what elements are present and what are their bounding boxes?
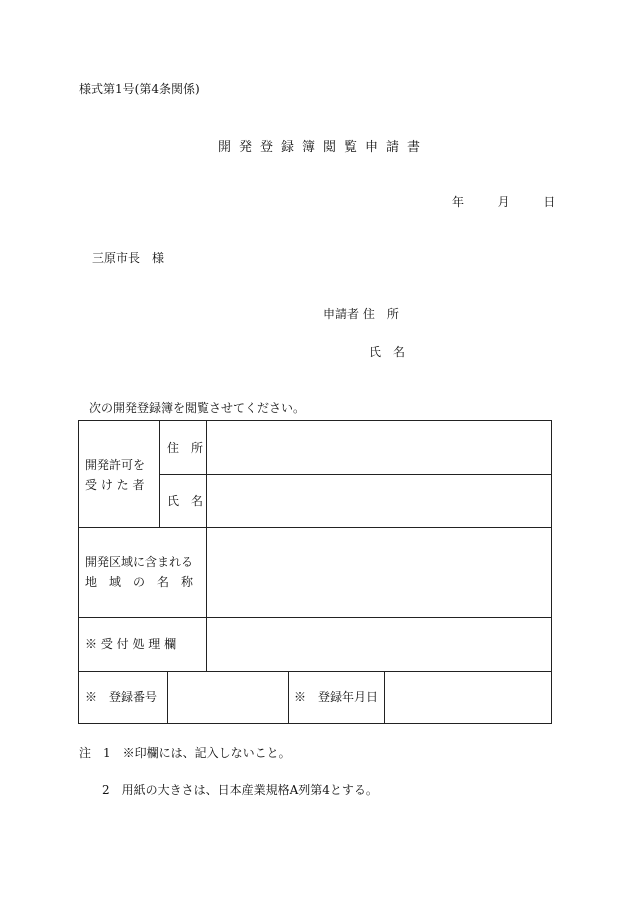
page-title: 開発登録簿閲覧申請書 xyxy=(217,140,428,155)
registration-number-label: ※ 登録番号 xyxy=(85,690,158,704)
development-area-label xyxy=(85,552,193,592)
holder-address-label: 住 所 xyxy=(167,441,204,455)
development-area-label-line2: 地 域 の 名 称 xyxy=(85,575,194,589)
holder-address-field[interactable] xyxy=(207,421,552,474)
applicant-address-label: 申請者 住 所 xyxy=(323,307,399,321)
date-month-label: 月 xyxy=(497,195,510,209)
registration-date-label: ※ 登録年月日 xyxy=(294,690,379,704)
permit-holder-label-line1: 開発許可を xyxy=(85,458,146,472)
date-year-label: 年 xyxy=(452,195,465,209)
col-divider-reg-date-label xyxy=(288,671,289,724)
holder-name-field[interactable] xyxy=(207,475,552,527)
registration-date-field xyxy=(385,672,552,724)
col-divider-holder xyxy=(159,421,160,527)
permit-holder-label xyxy=(85,455,145,495)
note-2: 2 用紙の大きさは、日本産業規格A列第4とする。 xyxy=(102,783,378,797)
registration-number-field xyxy=(168,672,288,724)
date-day-label: 日 xyxy=(543,195,556,209)
reception-processing-field xyxy=(207,618,552,671)
application-table xyxy=(78,420,552,724)
permit-holder-label-line2: 受 け た 者 xyxy=(85,478,145,492)
date-line xyxy=(452,193,555,210)
note-1: 注 1 ※印欄には、記入しないこと。 xyxy=(79,746,291,760)
development-area-label-line1: 開発区域に含まれる xyxy=(85,555,194,569)
addressee: 三原市長 様 xyxy=(92,251,165,265)
applicant-name-label: 氏 名 xyxy=(369,345,406,359)
form-number: 様式第1号(第4条関係) xyxy=(79,82,200,96)
reception-processing-label: ※ 受 付 処 理 欄 xyxy=(85,637,177,651)
holder-name-label: 氏 名 xyxy=(167,494,204,508)
request-text: 次の開発登録簿を閲覧させてください。 xyxy=(89,401,306,415)
development-area-field[interactable] xyxy=(207,528,552,617)
